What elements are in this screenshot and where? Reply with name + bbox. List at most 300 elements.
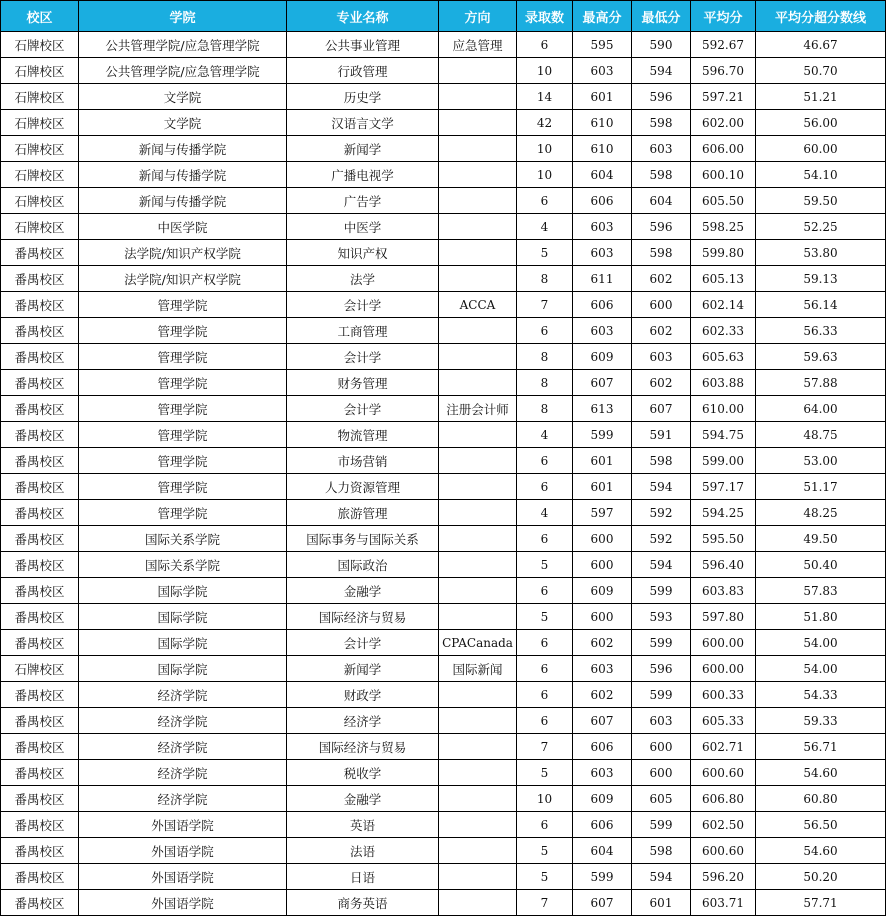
table-row [1,734,886,760]
campus-cell: 番禺校区 [1,578,79,604]
major-cell: 商务英语 [287,890,439,916]
min-score-cell: 604 [632,188,691,214]
admitted-count-cell: 6 [517,812,573,838]
major-cell: 财政学 [287,682,439,708]
campus-cell: 番禺校区 [1,786,79,812]
admitted-count-cell: 4 [517,422,573,448]
admitted-count-cell: 5 [517,604,573,630]
table-row [1,344,886,370]
avg-score-cell: 596.20 [691,864,756,890]
direction-cell [439,838,517,864]
direction-cell: ACCA [439,292,517,318]
avg-score-cell: 602.00 [691,110,756,136]
table-row [1,656,886,682]
admitted-count-cell: 6 [517,474,573,500]
min-score-cell: 594 [632,864,691,890]
campus-cell: 石牌校区 [1,136,79,162]
campus-cell: 番禺校区 [1,630,79,656]
avg-over-line-cell: 50.20 [756,864,886,890]
admitted-count-cell: 10 [517,58,573,84]
header-college: 学院 [79,1,287,32]
max-score-cell: 600 [573,526,632,552]
avg-over-line-cell: 53.00 [756,448,886,474]
max-score-cell: 606 [573,188,632,214]
min-score-cell: 598 [632,110,691,136]
major-cell: 英语 [287,812,439,838]
campus-cell: 石牌校区 [1,214,79,240]
max-score-cell: 603 [573,240,632,266]
college-cell: 国际关系学院 [79,526,287,552]
direction-cell [439,734,517,760]
table-row [1,448,886,474]
avg-over-line-cell: 56.71 [756,734,886,760]
min-score-cell: 593 [632,604,691,630]
college-cell: 文学院 [79,110,287,136]
avg-score-cell: 600.10 [691,162,756,188]
min-score-cell: 603 [632,136,691,162]
admitted-count-cell: 7 [517,292,573,318]
campus-cell: 番禺校区 [1,812,79,838]
table-row [1,708,886,734]
major-cell: 法学 [287,266,439,292]
avg-score-cell: 597.21 [691,84,756,110]
max-score-cell: 610 [573,136,632,162]
max-score-cell: 600 [573,604,632,630]
avg-score-cell: 592.67 [691,32,756,58]
min-score-cell: 600 [632,734,691,760]
min-score-cell: 594 [632,474,691,500]
college-cell: 新闻与传播学院 [79,162,287,188]
avg-score-cell: 594.75 [691,422,756,448]
college-cell: 国际学院 [79,578,287,604]
avg-over-line-cell: 57.83 [756,578,886,604]
campus-cell: 番禺校区 [1,240,79,266]
table-row [1,864,886,890]
admitted-count-cell: 14 [517,84,573,110]
major-cell: 新闻学 [287,656,439,682]
avg-score-cell: 599.00 [691,448,756,474]
admitted-count-cell: 4 [517,500,573,526]
admitted-count-cell: 6 [517,708,573,734]
college-cell: 外国语学院 [79,890,287,916]
avg-score-cell: 599.80 [691,240,756,266]
admitted-count-cell: 10 [517,136,573,162]
max-score-cell: 604 [573,162,632,188]
major-cell: 国际经济与贸易 [287,604,439,630]
max-score-cell: 603 [573,760,632,786]
major-cell: 市场营销 [287,448,439,474]
campus-cell: 番禺校区 [1,474,79,500]
min-score-cell: 592 [632,500,691,526]
avg-over-line-cell: 59.63 [756,344,886,370]
direction-cell [439,214,517,240]
direction-cell [439,760,517,786]
min-score-cell: 596 [632,214,691,240]
avg-score-cell: 603.88 [691,370,756,396]
min-score-cell: 599 [632,682,691,708]
major-cell: 广告学 [287,188,439,214]
admitted-count-cell: 5 [517,552,573,578]
major-cell: 广播电视学 [287,162,439,188]
campus-cell: 番禺校区 [1,526,79,552]
admitted-count-cell: 6 [517,318,573,344]
major-cell: 会计学 [287,630,439,656]
admitted-count-cell: 10 [517,786,573,812]
avg-score-cell: 600.60 [691,760,756,786]
avg-over-line-cell: 54.10 [756,162,886,188]
college-cell: 管理学院 [79,318,287,344]
max-score-cell: 613 [573,396,632,422]
direction-cell [439,474,517,500]
min-score-cell: 602 [632,318,691,344]
campus-cell: 番禺校区 [1,552,79,578]
avg-over-line-cell: 60.00 [756,136,886,162]
max-score-cell: 607 [573,890,632,916]
table-row [1,84,886,110]
campus-cell: 番禺校区 [1,604,79,630]
major-cell: 新闻学 [287,136,439,162]
college-cell: 经济学院 [79,786,287,812]
college-cell: 法学院/知识产权学院 [79,266,287,292]
campus-cell: 石牌校区 [1,58,79,84]
min-score-cell: 594 [632,552,691,578]
direction-cell [439,708,517,734]
avg-over-line-cell: 56.00 [756,110,886,136]
avg-score-cell: 600.00 [691,630,756,656]
college-cell: 公共管理学院/应急管理学院 [79,32,287,58]
avg-score-cell: 597.80 [691,604,756,630]
avg-over-line-cell: 51.17 [756,474,886,500]
major-cell: 日语 [287,864,439,890]
campus-cell: 石牌校区 [1,84,79,110]
avg-over-line-cell: 56.14 [756,292,886,318]
avg-over-line-cell: 50.40 [756,552,886,578]
direction-cell [439,344,517,370]
max-score-cell: 603 [573,58,632,84]
max-score-cell: 601 [573,474,632,500]
avg-score-cell: 600.00 [691,656,756,682]
campus-cell: 石牌校区 [1,110,79,136]
table-row [1,604,886,630]
avg-score-cell: 596.40 [691,552,756,578]
major-cell: 财务管理 [287,370,439,396]
campus-cell: 番禺校区 [1,318,79,344]
avg-over-line-cell: 46.67 [756,32,886,58]
admitted-count-cell: 6 [517,656,573,682]
max-score-cell: 604 [573,838,632,864]
header-max-score: 最高分 [573,1,632,32]
direction-cell [439,812,517,838]
direction-cell [439,500,517,526]
avg-score-cell: 605.33 [691,708,756,734]
admitted-count-cell: 8 [517,344,573,370]
max-score-cell: 607 [573,708,632,734]
avg-over-line-cell: 52.25 [756,214,886,240]
avg-score-cell: 602.71 [691,734,756,760]
major-cell: 会计学 [287,292,439,318]
avg-over-line-cell: 56.50 [756,812,886,838]
campus-cell: 石牌校区 [1,32,79,58]
avg-over-line-cell: 54.00 [756,630,886,656]
avg-over-line-cell: 57.88 [756,370,886,396]
direction-cell: 应急管理 [439,32,517,58]
avg-over-line-cell: 59.33 [756,708,886,734]
max-score-cell: 601 [573,448,632,474]
max-score-cell: 599 [573,864,632,890]
major-cell: 人力资源管理 [287,474,439,500]
avg-score-cell: 595.50 [691,526,756,552]
avg-score-cell: 600.33 [691,682,756,708]
admitted-count-cell: 10 [517,162,573,188]
campus-cell: 番禺校区 [1,448,79,474]
header-min-score: 最低分 [632,1,691,32]
avg-over-line-cell: 48.25 [756,500,886,526]
header-avg-score: 平均分 [691,1,756,32]
avg-over-line-cell: 54.00 [756,656,886,682]
college-cell: 中医学院 [79,214,287,240]
table-row [1,578,886,604]
college-cell: 经济学院 [79,682,287,708]
direction-cell [439,448,517,474]
min-score-cell: 598 [632,240,691,266]
avg-over-line-cell: 60.80 [756,786,886,812]
min-score-cell: 598 [632,838,691,864]
max-score-cell: 595 [573,32,632,58]
campus-cell: 石牌校区 [1,188,79,214]
college-cell: 外国语学院 [79,864,287,890]
avg-score-cell: 605.50 [691,188,756,214]
major-cell: 会计学 [287,344,439,370]
avg-score-cell: 594.25 [691,500,756,526]
admitted-count-cell: 7 [517,734,573,760]
max-score-cell: 606 [573,812,632,838]
max-score-cell: 597 [573,500,632,526]
min-score-cell: 607 [632,396,691,422]
max-score-cell: 606 [573,292,632,318]
admitted-count-cell: 6 [517,32,573,58]
admitted-count-cell: 4 [517,214,573,240]
direction-cell: 注册会计师 [439,396,517,422]
major-cell: 税收学 [287,760,439,786]
min-score-cell: 592 [632,526,691,552]
campus-cell: 番禺校区 [1,864,79,890]
admitted-count-cell: 8 [517,266,573,292]
min-score-cell: 598 [632,162,691,188]
admitted-count-cell: 6 [517,188,573,214]
table-row [1,110,886,136]
admitted-count-cell: 7 [517,890,573,916]
direction-cell: 国际新闻 [439,656,517,682]
college-cell: 管理学院 [79,370,287,396]
direction-cell: CPACanada [439,630,517,656]
min-score-cell: 601 [632,890,691,916]
table-row [1,240,886,266]
table-row [1,552,886,578]
avg-over-line-cell: 56.33 [756,318,886,344]
header-campus: 校区 [1,1,79,32]
table-row [1,500,886,526]
header-admitted-count: 录取数 [517,1,573,32]
table-row [1,630,886,656]
avg-score-cell: 605.13 [691,266,756,292]
campus-cell: 番禺校区 [1,292,79,318]
avg-over-line-cell: 51.21 [756,84,886,110]
avg-score-cell: 598.25 [691,214,756,240]
max-score-cell: 600 [573,552,632,578]
table-row [1,266,886,292]
campus-cell: 番禺校区 [1,838,79,864]
direction-cell [439,526,517,552]
major-cell: 法语 [287,838,439,864]
min-score-cell: 603 [632,344,691,370]
campus-cell: 番禺校区 [1,734,79,760]
header-major: 专业名称 [287,1,439,32]
min-score-cell: 605 [632,786,691,812]
college-cell: 新闻与传播学院 [79,188,287,214]
min-score-cell: 602 [632,370,691,396]
campus-cell: 番禺校区 [1,760,79,786]
college-cell: 经济学院 [79,708,287,734]
campus-cell: 番禺校区 [1,890,79,916]
table-row [1,422,886,448]
direction-cell [439,864,517,890]
table-row [1,370,886,396]
major-cell: 公共事业管理 [287,32,439,58]
college-cell: 新闻与传播学院 [79,136,287,162]
table-row [1,162,886,188]
college-cell: 管理学院 [79,396,287,422]
avg-over-line-cell: 48.75 [756,422,886,448]
min-score-cell: 599 [632,630,691,656]
avg-score-cell: 610.00 [691,396,756,422]
major-cell: 知识产权 [287,240,439,266]
direction-cell [439,136,517,162]
max-score-cell: 607 [573,370,632,396]
college-cell: 国际关系学院 [79,552,287,578]
college-cell: 公共管理学院/应急管理学院 [79,58,287,84]
avg-score-cell: 605.63 [691,344,756,370]
major-cell: 会计学 [287,396,439,422]
avg-over-line-cell: 54.60 [756,760,886,786]
campus-cell: 石牌校区 [1,162,79,188]
avg-score-cell: 602.50 [691,812,756,838]
major-cell: 行政管理 [287,58,439,84]
table-row [1,474,886,500]
direction-cell [439,240,517,266]
min-score-cell: 602 [632,266,691,292]
table-row [1,396,886,422]
avg-score-cell: 603.83 [691,578,756,604]
college-cell: 经济学院 [79,760,287,786]
min-score-cell: 603 [632,708,691,734]
direction-cell [439,422,517,448]
major-cell: 国际政治 [287,552,439,578]
major-cell: 旅游管理 [287,500,439,526]
direction-cell [439,682,517,708]
admitted-count-cell: 5 [517,838,573,864]
campus-cell: 番禺校区 [1,344,79,370]
avg-score-cell: 596.70 [691,58,756,84]
direction-cell [439,578,517,604]
college-cell: 法学院/知识产权学院 [79,240,287,266]
admitted-count-cell: 8 [517,370,573,396]
major-cell: 国际事务与国际关系 [287,526,439,552]
min-score-cell: 594 [632,58,691,84]
college-cell: 管理学院 [79,292,287,318]
admitted-count-cell: 6 [517,578,573,604]
avg-over-line-cell: 53.80 [756,240,886,266]
avg-score-cell: 602.14 [691,292,756,318]
college-cell: 管理学院 [79,422,287,448]
major-cell: 国际经济与贸易 [287,734,439,760]
max-score-cell: 603 [573,656,632,682]
major-cell: 中医学 [287,214,439,240]
direction-cell [439,84,517,110]
admitted-count-cell: 5 [517,864,573,890]
college-cell: 国际学院 [79,656,287,682]
max-score-cell: 602 [573,682,632,708]
direction-cell [439,162,517,188]
max-score-cell: 610 [573,110,632,136]
avg-over-line-cell: 49.50 [756,526,886,552]
min-score-cell: 596 [632,656,691,682]
admitted-count-cell: 6 [517,682,573,708]
table-body [1,32,886,916]
avg-over-line-cell: 51.80 [756,604,886,630]
table-row [1,760,886,786]
header-direction: 方向 [439,1,517,32]
max-score-cell: 609 [573,786,632,812]
table-row [1,58,886,84]
max-score-cell: 606 [573,734,632,760]
avg-score-cell: 600.60 [691,838,756,864]
table-row [1,812,886,838]
college-cell: 外国语学院 [79,812,287,838]
admitted-count-cell: 8 [517,396,573,422]
avg-score-cell: 602.33 [691,318,756,344]
major-cell: 物流管理 [287,422,439,448]
college-cell: 外国语学院 [79,838,287,864]
avg-score-cell: 603.71 [691,890,756,916]
campus-cell: 番禺校区 [1,500,79,526]
admitted-count-cell: 6 [517,448,573,474]
direction-cell [439,604,517,630]
avg-score-cell: 606.00 [691,136,756,162]
max-score-cell: 609 [573,344,632,370]
college-cell: 管理学院 [79,344,287,370]
college-cell: 经济学院 [79,734,287,760]
major-cell: 汉语言文学 [287,110,439,136]
campus-cell: 石牌校区 [1,656,79,682]
college-cell: 国际学院 [79,630,287,656]
college-cell: 管理学院 [79,448,287,474]
admitted-count-cell: 6 [517,526,573,552]
direction-cell [439,110,517,136]
college-cell: 国际学院 [79,604,287,630]
table-row [1,838,886,864]
max-score-cell: 609 [573,578,632,604]
min-score-cell: 599 [632,812,691,838]
major-cell: 金融学 [287,786,439,812]
direction-cell [439,552,517,578]
table-row [1,136,886,162]
min-score-cell: 590 [632,32,691,58]
college-cell: 文学院 [79,84,287,110]
header-row [1,1,886,32]
min-score-cell: 600 [632,760,691,786]
direction-cell [439,318,517,344]
header-avg-over-line: 平均分超分数线 [756,1,886,32]
